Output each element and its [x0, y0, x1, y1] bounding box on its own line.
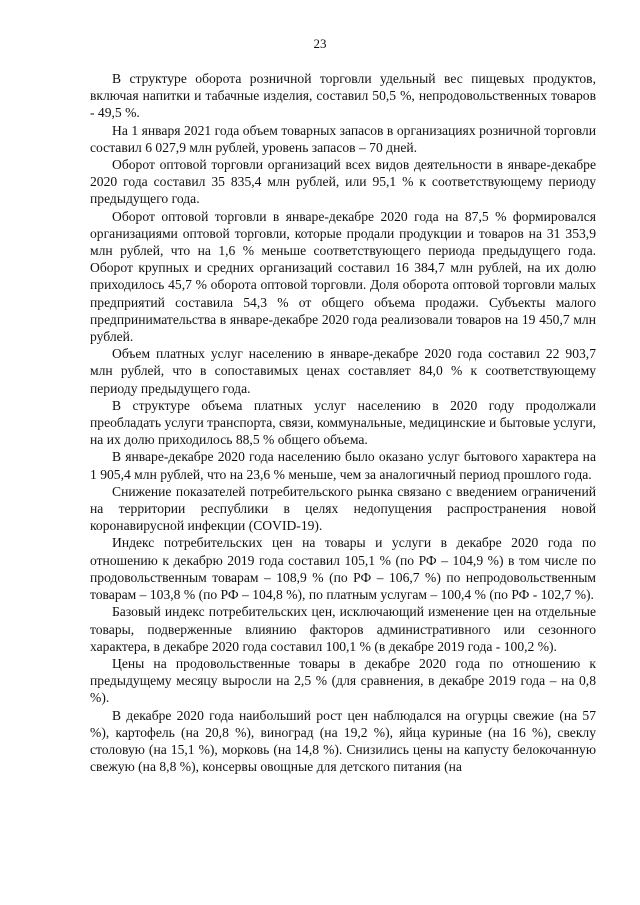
body-text [90, 70, 596, 775]
paragraph-price-changes: В декабре 2020 года наибольший рост цен наблюдался на огурцы свежие (на 57 %), картофель (на 20,8 %), виноград (на 19,2 %), яйца куриные (на 16 %), свеклу столовую (на 15,1 %), морковь (на 14,8 %). Снизились цены на капусту белокочанную свежую (на 8,8 %), консервы овощные для детского питания (на [90, 707, 596, 775]
paragraph-wholesale-turnover: Оборот оптовой торговли организаций всех видов деятельности в январе-декабре 2020 года составил 35 835,4 млн рублей, или 95,1 % к соответствующему периоду предыдущего года. [90, 157, 596, 207]
paragraph-base-price-index: Базовый индекс потребительских цен, исключающий изменение цен на отдельные товары, подверженные влиянию факторов административного или сезонного характера, в декабре 2020 года составил 100,1 % (в декабре 2019 года - 100,2 %). [90, 604, 596, 654]
paragraph-covid-restrictions: Снижение показателей потребительского рынка связано с введением ограничений на территории республики в целях недопущения распространения новой коронавирусной инфекции (COVID-19). [90, 483, 596, 534]
paragraph-retail-structure: В структуре оборота розничной торговли удельный вес пищевых продуктов, включая напитки и табачные изделия, составил 50,5 %, непродовольственных товаров - 49,5 %. [90, 71, 596, 121]
paragraph-paid-services-structure: В структуре объема платных услуг населению в 2020 году продолжали преобладать услуги транспорта, связи, коммунальные, медицинские и бытовые услуги, на их долю приходилось 88,5 % общего объема. [90, 397, 596, 448]
paragraph-household-services: В январе-декабре 2020 года населению было оказано услуг бытового характера на 1 905,4 млн рублей, что на 23,6 % меньше, чем за аналогичный период прошлого года. [90, 449, 596, 482]
paragraph-consumer-price-index: Индекс потребительских цен на товары и услуги в декабре 2020 года по отношению к декабрю 2019 года составил 105,1 % (по РФ – 104,9 %) в том числе по продовольственным товарам – 108,9 % (по РФ – 106,7 %) по непродовольственным товарам – 103,8 % (по РФ – 104,8 %), по платным услугам – 100,4 % (по РФ - 102,7 %). [90, 535, 596, 603]
paragraph-retail-stocks: На 1 января 2021 года объем товарных запасов в организациях розничной торговли составил 6 027,9 млн рублей, уровень запасов – 70 дней. [90, 122, 596, 155]
paragraph-wholesale-structure: Оборот оптовой торговли в январе-декабре 2020 года на 87,5 % формировался организациями оптовой торговли, которые продали продукции и товаров на 31 353,9 млн рублей, что на 1,6 % меньше соответствующего периода предыдущего года. Оборот крупных и средних организаций составил 16 384,7 млн рублей, на их долю приходилось 45,7 % оборота оптовой торговли. Доля оборота оптовой торговли малых предприятий составила 54,3 % от общего объема продажи. Субъекты малого предпринимательства в январе-декабре 2020 года реализовали товаров на 19 450,7 млн рублей. [90, 208, 596, 345]
page-number: 23 [313, 36, 327, 51]
paragraph-paid-services: Объем платных услуг населению в январе-декабре 2020 года составил 22 903,7 млн рублей, что в сопоставимых ценах составляет 84,0 % к соответствующему периоду предыдущего года. [90, 346, 596, 396]
paragraph-food-prices: Цены на продовольственные товары в декабре 2020 года по отношению к предыдущему месяцу выросли на 2,5 % (для сравнения, в декабре 2019 года – на 0,8 %). [90, 655, 596, 706]
